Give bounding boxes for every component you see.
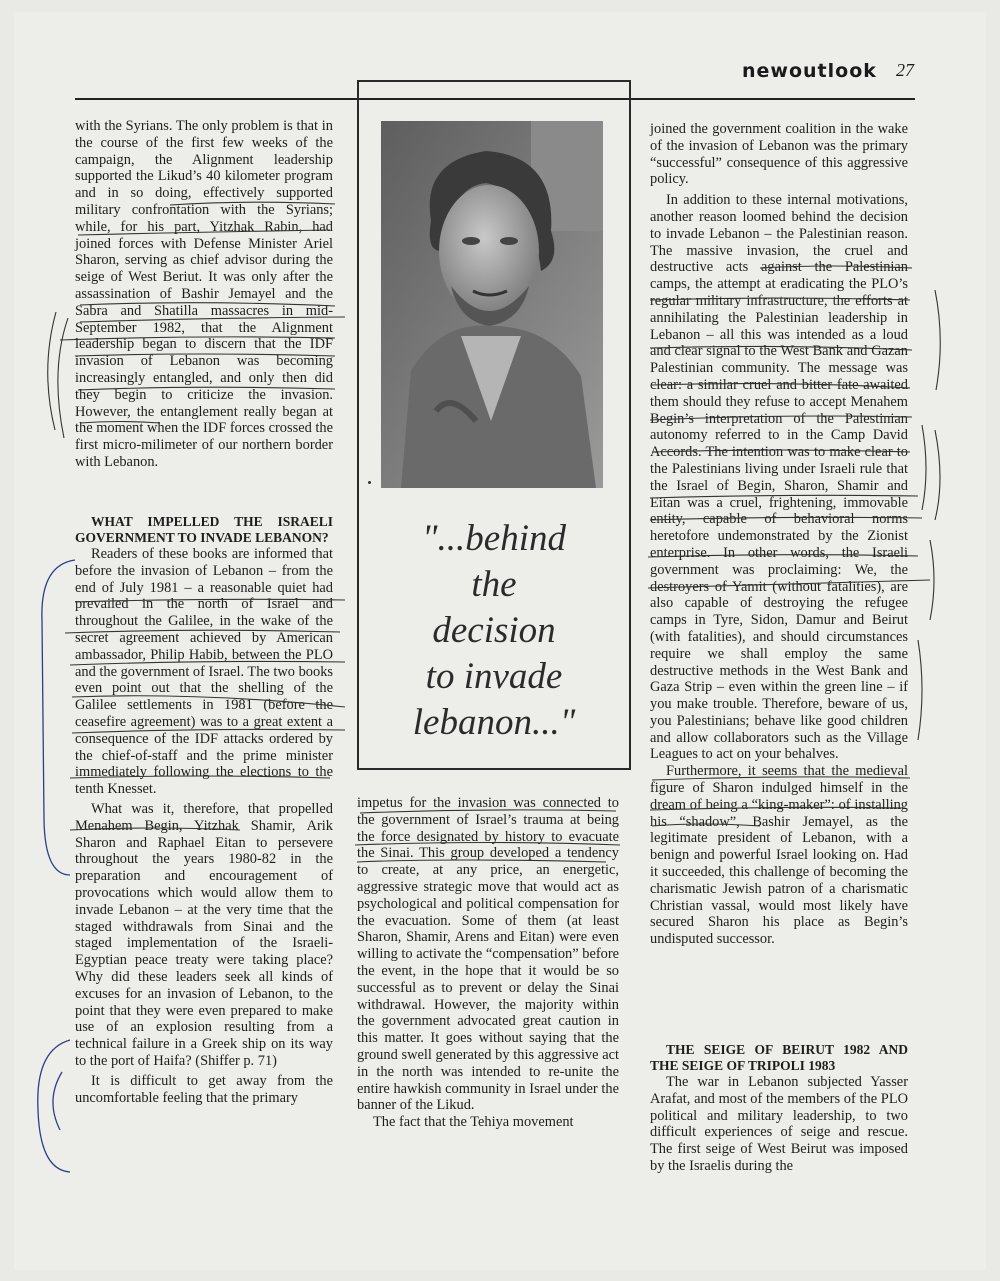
underline: [652, 824, 760, 826]
underline: [80, 422, 160, 424]
underline: [78, 387, 335, 390]
underline: [70, 776, 330, 778]
quote-line: to invade: [425, 656, 563, 697]
quote-line: ...behind: [437, 518, 566, 559]
margin-bracket: [918, 640, 922, 740]
margin-bracket: [922, 425, 926, 510]
underline: [760, 266, 912, 268]
underline: [652, 777, 910, 780]
underline: [360, 810, 616, 813]
underline: [72, 696, 345, 707]
underline: [170, 202, 335, 205]
quote-open-mark: ": [422, 518, 438, 559]
margin-bracket: [935, 430, 940, 520]
underline: [650, 346, 912, 350]
paragraph: In addition to these internal motivations, another reason loomed behind the decision to invade Lebanon – the Palestinian reason. The massive invasion, the cruel and destructive acts against the Palestinian camps, the attempt at eradicating the PLO’s regular military infrastructure, the efforts at annihilating the Palestinian leadership in Lebanon – all this was intended as a loud and clear signal to the West Bank and Gazan Palestinian community. The message was clear: a similar cruel and bitter fate awaited them should they refuse to accept Menahem Begin’s interpretation of the Palestinian autonomy referred to in the Camp David Accords. The intention was to make clear to the Palestinians living under Israeli rule that the Israel of Begin, Sharon, Shamir and Eitan was a cruel, frightening, immovable entity, capable of behavioral norms heretofore undemonstrated by the Zionist enterprise. In other words, the Israeli government was proclaiming: We, the destroyers of Yamit (without fatalities), are also capable of destroying the refugee camps in Tyre, Sidon, Damur and Beirut (with fatalities), and should circumstances require we shall employ the same destructive methods in the West Bank and Gaza Strip – even within the green line – if you make trouble. Therefore, beware of us, you Palestinians; behave like good children and allow collaborators such as the Village Leagues to act on your behalves.: [650, 192, 908, 763]
paragraph: joined the government coalition in the wake of the invasion of Lebanon was the primary “successful” consequence of this aggressive policy.: [650, 121, 908, 188]
masthead-logo: newoutlook: [742, 60, 877, 82]
underline: [650, 517, 922, 520]
margin-bracket: [53, 1072, 62, 1130]
underline: [650, 495, 918, 498]
quote-line: lebanon...: [412, 702, 560, 743]
underline: [80, 303, 335, 306]
margin-bracket: [38, 1040, 70, 1172]
underline: [70, 661, 345, 665]
paragraph: with the Syrians. The only problem is that in the course of the first few weeks of the campaign, the Alignment leadership supported the Likud’s 40 kilometer program and in so doing, effectively supported military confrontation with the Syrians; while, for his part, Yitzhak Rabin, had joined forces with Defense Minister Ariel Sharon, serving as chief advisor during the seige of West Beriut. It was only after the assassination of Bashir Jemayel and the Sabra and Shatilla massacres in mid-September 1982, that the Alignment leadership began to discern that the IDF invasion of Lebanon was becoming increasingly entangled, and only then did they begin to criticize the invasion. However, the entanglement really began at the moment when the IDF forces crossed the first micro-milimeter of our northern border with Lebanon.: [75, 118, 333, 470]
underline: [75, 599, 345, 602]
underline: [70, 828, 240, 830]
paragraph: What was it, therefore, that propelled Menahem Begin, Yitzhak Shamir, Arik Sharon and Raphael Eitan to persevere throughout the years 1980-82 in the preparation and encouragement of provocations which would allow them to invade Lebanon – at the very time that the staged withdrawals from Sinai and the staged implementation of the Israeli-Egyptian peace treaty were taking place? Why did these leaders seek all kinds of excuses for an invasion of Lebanon, to the point that they were even prepared to make use of an explosion resulting from a technical failure in a Greek ship on its way to the port of Haifa? (Shiffer p. 71): [75, 800, 333, 1069]
paragraph: Furthermore, it seems that the medieval figure of Sharon indulged himself in the dream of being a “king-maker”: of installing his “shadow”, Bashir Jemayel, as the legitimate president of Lebanon, with a benign and powerful Israel looking on. Had it succeeded, this challenge of becoming the charismatic Jewish patron of a charismatic Christian vassal, would most likely have secured Sharon his place as Begin’s undisputed successor.: [650, 763, 908, 948]
margin-bracket: [935, 290, 940, 390]
section-heading: WHAT IMPELLED THE ISRAELI GOVERNMENT TO INVADE LEBANON?: [75, 514, 333, 545]
underline: [652, 384, 910, 388]
underline: [60, 337, 335, 340]
underline: [78, 230, 330, 235]
paragraph: The war in Lebanon subjected Yasser Arafat, and most of the members of the PLO political and military leadership, to two difficult experiences of seige and rescue. The first seige of West Beirut was imposed by the Israelis during the: [650, 1074, 908, 1174]
underline: [80, 317, 345, 322]
underline: [650, 298, 910, 300]
underline: [650, 416, 912, 420]
underline: [648, 555, 918, 557]
quote-close-mark: ": [559, 702, 576, 743]
quote-line: the: [471, 564, 517, 605]
page-number: 27: [896, 60, 914, 80]
underline: [650, 807, 905, 810]
margin-bracket: [58, 318, 68, 438]
section-heading: THE SEIGE OF BEIRUT 1982 AND THE SEIGE OF TRIPOLI 1983: [650, 1042, 908, 1073]
paragraph: Readers of these books are informed that before the invasion of Lebanon – from the end of July 1981 – a reasonable quiet had prevailed in the north of Israel and throughout the Galilee, in the wake of the secret agreement achieved by American ambassador, Philip Habib, between the PLO and the government of Israel. The two books even point out that the shelling of the Galilee settlements in 1981 (before the ceasefire agreement) was to a great extent a consequence of the IDF attacks ordered by the chief-of-staff and the prime minister immediately following the elections to the tenth Knesset.: [75, 546, 333, 798]
underline: [652, 450, 910, 452]
margin-bracket: [42, 560, 75, 875]
underline: [355, 843, 620, 846]
paragraph: It is difficult to get away from the uncomfortable feeling that the primary: [75, 1072, 333, 1106]
underline: [72, 729, 345, 733]
paragraph: The fact that the Tehiya movement: [373, 1114, 574, 1131]
underline: [357, 860, 606, 862]
quote-line: decision: [432, 610, 556, 651]
underline: [65, 630, 340, 633]
underline: [648, 580, 930, 588]
underline: [75, 354, 335, 356]
margin-bracket: [930, 540, 934, 620]
margin-bracket: [48, 312, 56, 430]
paragraph: impetus for the invasion was connected to the government of Israel’s trauma at being the force designated by history to evacuate the Sinai. This group developed a tendency to create, at any price, an energetic, aggressive strategic move that would act as psychological and political compensation for the evacuation. Some of them (at least Sharon, Shamir, Arens and Eitan) were even willing to activate the “compensation” before the event, in the hope that it would be so successful as to prevent or delay the Sinai withdrawal. However, the majority within the government advocated great caution in this matter. It goes without saying that the ground swell generated by this aggressive act in the north was intended to re-unite the entire hawkish community in Israel under the banner of the Likud.: [357, 795, 619, 1114]
